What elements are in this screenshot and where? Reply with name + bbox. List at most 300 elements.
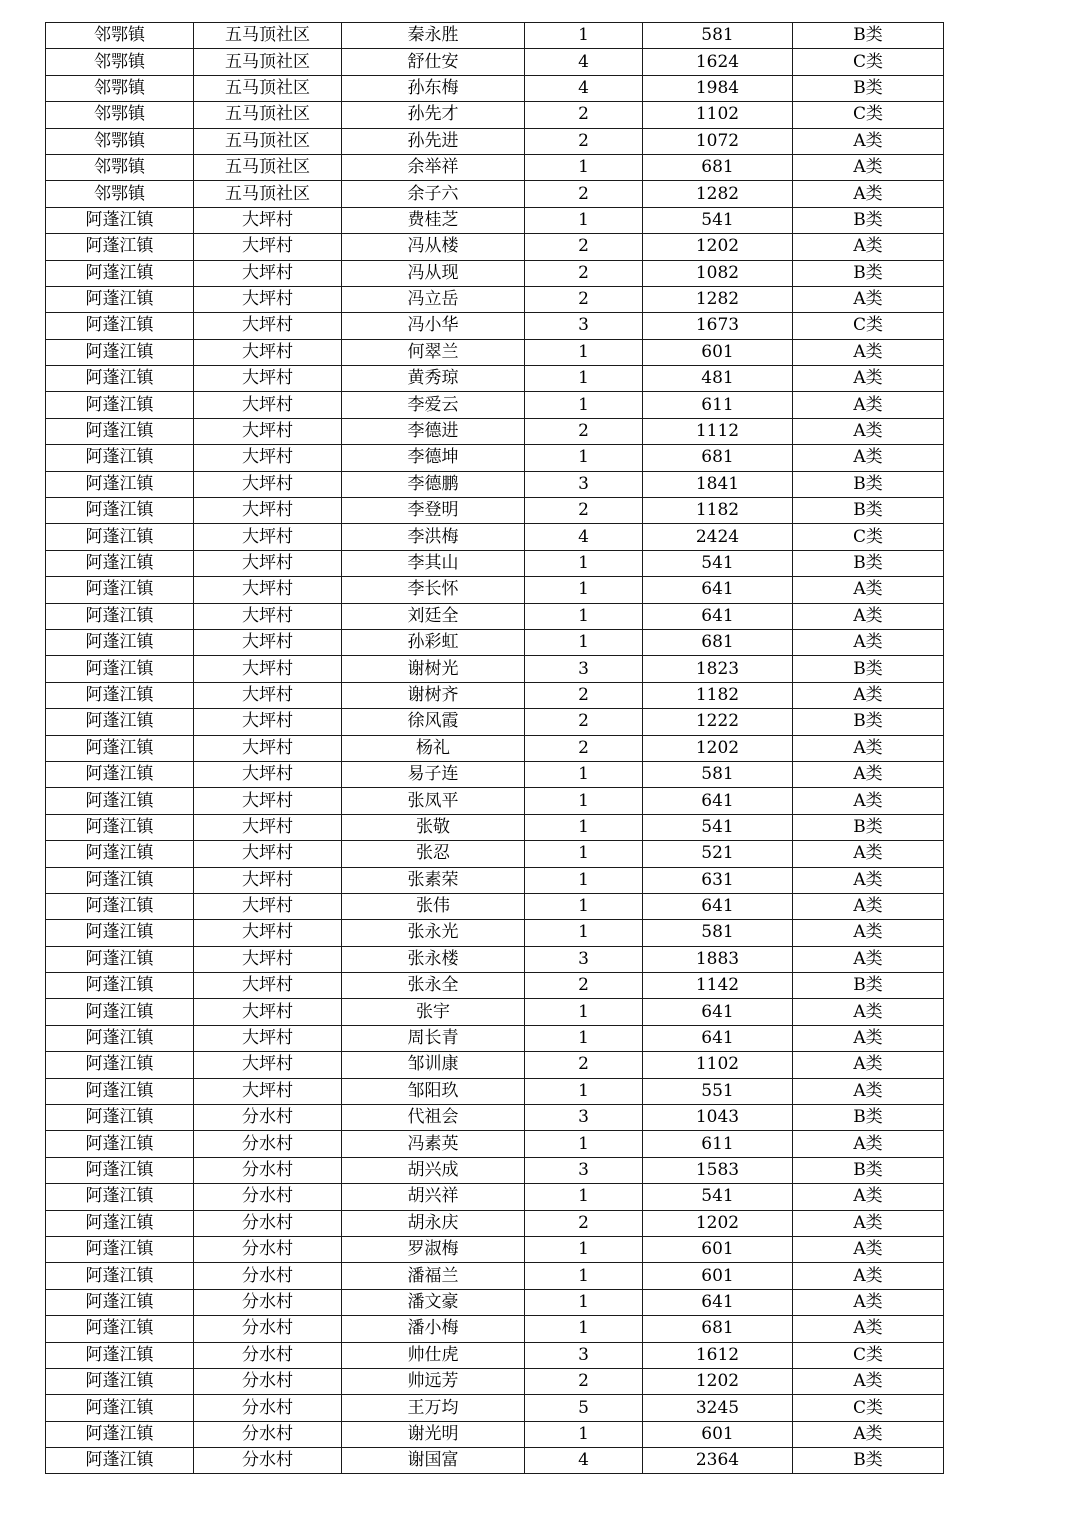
amount-cell: 1282: [643, 181, 793, 207]
category-cell: A类: [793, 893, 944, 919]
village-cell: 大坪村: [194, 1078, 342, 1104]
table-row: [46, 1105, 944, 1131]
household-size-cell: 3: [525, 1105, 643, 1131]
household-size-cell: 2: [525, 234, 643, 260]
amount-cell: 1202: [643, 1368, 793, 1394]
amount-cell: 601: [643, 339, 793, 365]
category-cell: B类: [793, 656, 944, 682]
table-row: [46, 1395, 944, 1421]
amount-cell: 1082: [643, 260, 793, 286]
amount-cell: 1102: [643, 1052, 793, 1078]
amount-cell: 1624: [643, 49, 793, 75]
name-cell: 舒仕安: [342, 49, 525, 75]
name-cell: 谢光明: [342, 1421, 525, 1447]
village-cell: 大坪村: [194, 1025, 342, 1051]
category-cell: A类: [793, 761, 944, 787]
name-cell: 李德坤: [342, 445, 525, 471]
amount-cell: 601: [643, 1421, 793, 1447]
table-row: [46, 1289, 944, 1315]
town-cell: 阿蓬江镇: [46, 946, 194, 972]
village-cell: 大坪村: [194, 524, 342, 550]
name-cell: 孙先才: [342, 102, 525, 128]
town-cell: 阿蓬江镇: [46, 1025, 194, 1051]
category-cell: A类: [793, 234, 944, 260]
category-cell: A类: [793, 128, 944, 154]
town-cell: 邻鄂镇: [46, 154, 194, 180]
category-cell: C类: [793, 102, 944, 128]
table-row: [46, 1210, 944, 1236]
category-cell: B类: [793, 709, 944, 735]
amount-cell: 1112: [643, 418, 793, 444]
category-cell: A类: [793, 154, 944, 180]
town-cell: 阿蓬江镇: [46, 1448, 194, 1474]
village-cell: 大坪村: [194, 761, 342, 787]
household-size-cell: 2: [525, 1368, 643, 1394]
name-cell: 李爱云: [342, 392, 525, 418]
name-cell: 孙东梅: [342, 75, 525, 101]
name-cell: 费桂芝: [342, 207, 525, 233]
amount-cell: 551: [643, 1078, 793, 1104]
name-cell: 孙先进: [342, 128, 525, 154]
category-cell: A类: [793, 1052, 944, 1078]
household-size-cell: 1: [525, 893, 643, 919]
table-row: [46, 550, 944, 576]
name-cell: 张宇: [342, 999, 525, 1025]
household-size-cell: 1: [525, 207, 643, 233]
table-row: [46, 498, 944, 524]
household-size-cell: 2: [525, 709, 643, 735]
table-row: [46, 1184, 944, 1210]
town-cell: 邻鄂镇: [46, 23, 194, 49]
category-cell: A类: [793, 1421, 944, 1447]
table-row: [46, 1448, 944, 1474]
category-cell: A类: [793, 445, 944, 471]
village-cell: 大坪村: [194, 788, 342, 814]
household-size-cell: 1: [525, 1078, 643, 1104]
village-cell: 大坪村: [194, 709, 342, 735]
town-cell: 阿蓬江镇: [46, 603, 194, 629]
household-size-cell: 3: [525, 1342, 643, 1368]
table-row: [46, 49, 944, 75]
amount-cell: 541: [643, 814, 793, 840]
amount-cell: 481: [643, 366, 793, 392]
name-cell: 周长青: [342, 1025, 525, 1051]
table-row: [46, 973, 944, 999]
category-cell: A类: [793, 788, 944, 814]
town-cell: 阿蓬江镇: [46, 893, 194, 919]
category-cell: B类: [793, 1105, 944, 1131]
town-cell: 阿蓬江镇: [46, 1289, 194, 1315]
category-cell: A类: [793, 366, 944, 392]
amount-cell: 641: [643, 999, 793, 1025]
category-cell: A类: [793, 392, 944, 418]
household-size-cell: 1: [525, 23, 643, 49]
name-cell: 潘小梅: [342, 1316, 525, 1342]
household-size-cell: 1: [525, 392, 643, 418]
category-cell: A类: [793, 1131, 944, 1157]
table-row: [46, 366, 944, 392]
table-row: [46, 735, 944, 761]
table-body: [46, 23, 944, 1474]
town-cell: 阿蓬江镇: [46, 1105, 194, 1131]
town-cell: 阿蓬江镇: [46, 788, 194, 814]
amount-cell: 681: [643, 154, 793, 180]
table-row: [46, 841, 944, 867]
town-cell: 阿蓬江镇: [46, 234, 194, 260]
category-cell: A类: [793, 1289, 944, 1315]
village-cell: 五马顶社区: [194, 128, 342, 154]
village-cell: 大坪村: [194, 366, 342, 392]
amount-cell: 1102: [643, 102, 793, 128]
category-cell: B类: [793, 207, 944, 233]
amount-cell: 641: [643, 603, 793, 629]
amount-cell: 1142: [643, 973, 793, 999]
household-size-cell: 1: [525, 603, 643, 629]
household-size-cell: 1: [525, 629, 643, 655]
household-size-cell: 2: [525, 418, 643, 444]
table-row: [46, 1025, 944, 1051]
village-cell: 分水村: [194, 1184, 342, 1210]
table-row: [46, 1263, 944, 1289]
town-cell: 阿蓬江镇: [46, 709, 194, 735]
household-size-cell: 1: [525, 550, 643, 576]
table-row: [46, 260, 944, 286]
category-cell: A类: [793, 841, 944, 867]
category-cell: B类: [793, 1448, 944, 1474]
town-cell: 阿蓬江镇: [46, 973, 194, 999]
amount-cell: 1612: [643, 1342, 793, 1368]
table-row: [46, 524, 944, 550]
category-cell: B类: [793, 814, 944, 840]
household-size-cell: 3: [525, 1157, 643, 1183]
table-row: [46, 154, 944, 180]
name-cell: 谢树齐: [342, 682, 525, 708]
town-cell: 阿蓬江镇: [46, 260, 194, 286]
name-cell: 孙彩虹: [342, 629, 525, 655]
town-cell: 阿蓬江镇: [46, 471, 194, 497]
name-cell: 余举祥: [342, 154, 525, 180]
amount-cell: 541: [643, 1184, 793, 1210]
household-size-cell: 2: [525, 286, 643, 312]
household-size-cell: 5: [525, 1395, 643, 1421]
town-cell: 阿蓬江镇: [46, 207, 194, 233]
household-size-cell: 1: [525, 1289, 643, 1315]
household-size-cell: 1: [525, 814, 643, 840]
name-cell: 潘文豪: [342, 1289, 525, 1315]
town-cell: 阿蓬江镇: [46, 1157, 194, 1183]
amount-cell: 3245: [643, 1395, 793, 1421]
village-cell: 大坪村: [194, 445, 342, 471]
household-size-cell: 1: [525, 841, 643, 867]
name-cell: 张永全: [342, 973, 525, 999]
table-row: [46, 313, 944, 339]
village-cell: 大坪村: [194, 392, 342, 418]
amount-cell: 1583: [643, 1157, 793, 1183]
town-cell: 阿蓬江镇: [46, 524, 194, 550]
name-cell: 徐风霞: [342, 709, 525, 735]
town-cell: 阿蓬江镇: [46, 814, 194, 840]
name-cell: 李德鹏: [342, 471, 525, 497]
table-row: [46, 629, 944, 655]
name-cell: 罗淑梅: [342, 1236, 525, 1262]
name-cell: 张素荣: [342, 867, 525, 893]
household-size-cell: 2: [525, 735, 643, 761]
village-cell: 大坪村: [194, 814, 342, 840]
category-cell: C类: [793, 524, 944, 550]
category-cell: A类: [793, 1025, 944, 1051]
table-row: [46, 1157, 944, 1183]
table-row: [46, 1368, 944, 1394]
name-cell: 张伟: [342, 893, 525, 919]
category-cell: A类: [793, 946, 944, 972]
name-cell: 冯从楼: [342, 234, 525, 260]
household-size-cell: 2: [525, 973, 643, 999]
household-size-cell: 3: [525, 656, 643, 682]
village-cell: 分水村: [194, 1395, 342, 1421]
village-cell: 分水村: [194, 1131, 342, 1157]
table-row: [46, 577, 944, 603]
name-cell: 谢国富: [342, 1448, 525, 1474]
household-size-cell: 2: [525, 102, 643, 128]
town-cell: 阿蓬江镇: [46, 629, 194, 655]
village-cell: 大坪村: [194, 313, 342, 339]
household-size-cell: 1: [525, 1131, 643, 1157]
name-cell: 秦永胜: [342, 23, 525, 49]
category-cell: B类: [793, 471, 944, 497]
town-cell: 阿蓬江镇: [46, 1210, 194, 1236]
town-cell: 阿蓬江镇: [46, 498, 194, 524]
village-cell: 大坪村: [194, 418, 342, 444]
amount-cell: 581: [643, 761, 793, 787]
name-cell: 李登明: [342, 498, 525, 524]
town-cell: 阿蓬江镇: [46, 761, 194, 787]
amount-cell: 1182: [643, 498, 793, 524]
village-cell: 大坪村: [194, 471, 342, 497]
household-size-cell: 1: [525, 1025, 643, 1051]
household-size-cell: 1: [525, 1236, 643, 1262]
village-cell: 分水村: [194, 1421, 342, 1447]
table-row: [46, 999, 944, 1025]
category-cell: A类: [793, 867, 944, 893]
household-size-cell: 3: [525, 946, 643, 972]
village-cell: 大坪村: [194, 603, 342, 629]
amount-cell: 681: [643, 445, 793, 471]
name-cell: 冯素英: [342, 1131, 525, 1157]
name-cell: 冯小华: [342, 313, 525, 339]
household-size-cell: 1: [525, 867, 643, 893]
amount-cell: 1823: [643, 656, 793, 682]
household-size-cell: 1: [525, 445, 643, 471]
table-row: [46, 339, 944, 365]
category-cell: B类: [793, 498, 944, 524]
category-cell: B类: [793, 973, 944, 999]
name-cell: 李德进: [342, 418, 525, 444]
category-cell: A类: [793, 1184, 944, 1210]
table-row: [46, 207, 944, 233]
town-cell: 邻鄂镇: [46, 102, 194, 128]
amount-cell: 1673: [643, 313, 793, 339]
category-cell: A类: [793, 735, 944, 761]
category-cell: A类: [793, 1210, 944, 1236]
town-cell: 阿蓬江镇: [46, 445, 194, 471]
name-cell: 李其山: [342, 550, 525, 576]
household-size-cell: 3: [525, 313, 643, 339]
household-size-cell: 2: [525, 128, 643, 154]
town-cell: 阿蓬江镇: [46, 841, 194, 867]
name-cell: 杨礼: [342, 735, 525, 761]
table-row: [46, 656, 944, 682]
household-size-cell: 1: [525, 366, 643, 392]
village-cell: 大坪村: [194, 286, 342, 312]
amount-cell: 581: [643, 23, 793, 49]
town-cell: 阿蓬江镇: [46, 286, 194, 312]
village-cell: 大坪村: [194, 498, 342, 524]
category-cell: A类: [793, 682, 944, 708]
name-cell: 潘福兰: [342, 1263, 525, 1289]
village-cell: 五马顶社区: [194, 181, 342, 207]
village-cell: 大坪村: [194, 946, 342, 972]
name-cell: 何翠兰: [342, 339, 525, 365]
name-cell: 余子六: [342, 181, 525, 207]
name-cell: 胡兴祥: [342, 1184, 525, 1210]
table-row: [46, 1078, 944, 1104]
town-cell: 阿蓬江镇: [46, 366, 194, 392]
town-cell: 阿蓬江镇: [46, 1263, 194, 1289]
name-cell: 帅仕虎: [342, 1342, 525, 1368]
table-row: [46, 1236, 944, 1262]
town-cell: 邻鄂镇: [46, 75, 194, 101]
table-row: [46, 102, 944, 128]
name-cell: 张忍: [342, 841, 525, 867]
category-cell: A类: [793, 577, 944, 603]
name-cell: 邹训康: [342, 1052, 525, 1078]
category-cell: A类: [793, 339, 944, 365]
table-row: [46, 893, 944, 919]
household-size-cell: 2: [525, 1052, 643, 1078]
village-cell: 分水村: [194, 1105, 342, 1131]
category-cell: B类: [793, 23, 944, 49]
village-cell: 大坪村: [194, 656, 342, 682]
name-cell: 胡兴成: [342, 1157, 525, 1183]
household-size-cell: 1: [525, 339, 643, 365]
category-cell: C类: [793, 49, 944, 75]
town-cell: 阿蓬江镇: [46, 577, 194, 603]
town-cell: 阿蓬江镇: [46, 418, 194, 444]
name-cell: 邹阳玖: [342, 1078, 525, 1104]
household-size-cell: 1: [525, 154, 643, 180]
village-cell: 分水村: [194, 1263, 342, 1289]
village-cell: 分水村: [194, 1316, 342, 1342]
town-cell: 阿蓬江镇: [46, 550, 194, 576]
amount-cell: 681: [643, 629, 793, 655]
category-cell: A类: [793, 1316, 944, 1342]
category-cell: A类: [793, 286, 944, 312]
town-cell: 阿蓬江镇: [46, 735, 194, 761]
amount-cell: 1072: [643, 128, 793, 154]
table-row: [46, 1052, 944, 1078]
category-cell: A类: [793, 1368, 944, 1394]
table-row: [46, 1421, 944, 1447]
village-cell: 大坪村: [194, 577, 342, 603]
town-cell: 阿蓬江镇: [46, 1131, 194, 1157]
household-size-cell: 2: [525, 1210, 643, 1236]
data-table: [45, 22, 944, 1474]
village-cell: 大坪村: [194, 841, 342, 867]
table-row: [46, 234, 944, 260]
amount-cell: 641: [643, 893, 793, 919]
category-cell: A类: [793, 603, 944, 629]
town-cell: 阿蓬江镇: [46, 682, 194, 708]
household-size-cell: 2: [525, 498, 643, 524]
name-cell: 张永光: [342, 920, 525, 946]
village-cell: 五马顶社区: [194, 102, 342, 128]
amount-cell: 631: [643, 867, 793, 893]
amount-cell: 1222: [643, 709, 793, 735]
household-size-cell: 4: [525, 524, 643, 550]
category-cell: C类: [793, 313, 944, 339]
household-size-cell: 3: [525, 471, 643, 497]
table-row: [46, 75, 944, 101]
village-cell: 大坪村: [194, 893, 342, 919]
household-size-cell: 2: [525, 260, 643, 286]
amount-cell: 1984: [643, 75, 793, 101]
category-cell: B类: [793, 1157, 944, 1183]
name-cell: 胡永庆: [342, 1210, 525, 1236]
village-cell: 大坪村: [194, 234, 342, 260]
amount-cell: 1043: [643, 1105, 793, 1131]
town-cell: 邻鄂镇: [46, 128, 194, 154]
table-row: [46, 1131, 944, 1157]
amount-cell: 1202: [643, 735, 793, 761]
village-cell: 分水村: [194, 1368, 342, 1394]
village-cell: 分水村: [194, 1289, 342, 1315]
household-size-cell: 1: [525, 1263, 643, 1289]
category-cell: A类: [793, 629, 944, 655]
amount-cell: 611: [643, 392, 793, 418]
village-cell: 大坪村: [194, 1052, 342, 1078]
table-row: [46, 471, 944, 497]
town-cell: 阿蓬江镇: [46, 1052, 194, 1078]
table-row: [46, 1316, 944, 1342]
category-cell: C类: [793, 1342, 944, 1368]
town-cell: 阿蓬江镇: [46, 999, 194, 1025]
town-cell: 阿蓬江镇: [46, 1368, 194, 1394]
village-cell: 大坪村: [194, 550, 342, 576]
amount-cell: 2364: [643, 1448, 793, 1474]
village-cell: 分水村: [194, 1236, 342, 1262]
town-cell: 邻鄂镇: [46, 49, 194, 75]
table-row: [46, 709, 944, 735]
household-size-cell: 1: [525, 577, 643, 603]
household-size-cell: 1: [525, 1421, 643, 1447]
household-size-cell: 1: [525, 1316, 643, 1342]
village-cell: 五马顶社区: [194, 49, 342, 75]
household-size-cell: 1: [525, 761, 643, 787]
household-size-cell: 1: [525, 788, 643, 814]
village-cell: 大坪村: [194, 260, 342, 286]
village-cell: 五马顶社区: [194, 154, 342, 180]
household-size-cell: 4: [525, 49, 643, 75]
category-cell: A类: [793, 920, 944, 946]
table-row: [46, 761, 944, 787]
town-cell: 阿蓬江镇: [46, 1184, 194, 1210]
category-cell: B类: [793, 260, 944, 286]
table-row: [46, 603, 944, 629]
table-row: [46, 445, 944, 471]
category-cell: A类: [793, 418, 944, 444]
town-cell: 阿蓬江镇: [46, 313, 194, 339]
name-cell: 李长怀: [342, 577, 525, 603]
